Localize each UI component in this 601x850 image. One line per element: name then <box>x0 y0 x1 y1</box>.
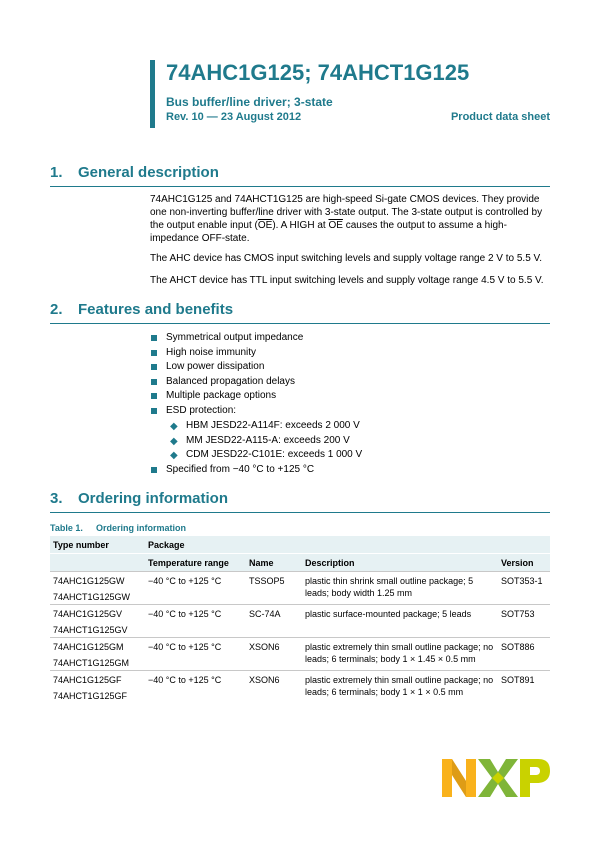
table-number: Table 1. <box>50 523 83 533</box>
section-title: General description <box>78 164 219 181</box>
list-item-text: Specified from −40 °C to +125 °C <box>166 464 315 475</box>
version-cell: SOT353-1 <box>498 572 550 589</box>
list-item <box>150 346 303 361</box>
type-number-cell: 74AHCT1G125GV <box>53 625 128 635</box>
list-item <box>150 331 303 346</box>
table-row <box>50 572 550 589</box>
square-bullet-icon <box>151 467 157 473</box>
package-name-cell: SC-74A <box>246 605 302 622</box>
features-list-tail <box>150 463 314 478</box>
square-bullet-icon <box>151 335 157 341</box>
temperature-cell: −40 °C to +125 °C <box>145 671 246 688</box>
general-description-paragraph-1 <box>150 193 555 245</box>
column-header-name: Name <box>246 554 302 572</box>
table-row <box>50 671 550 688</box>
table-row <box>50 638 550 655</box>
document-title: 74AHC1G125; 74AHCT1G125 <box>166 60 470 85</box>
text-run: ). A HIGH at <box>272 220 329 231</box>
oe-signal: $\overline{OE}$ <box>328 220 343 231</box>
section-title: Ordering information <box>78 490 228 507</box>
list-item-text: CDM JESD22-C101E: exceeds 1 000 V <box>186 449 363 461</box>
list-item <box>150 448 362 463</box>
section-heading-features <box>50 301 550 324</box>
section-heading-general <box>50 164 550 187</box>
square-bullet-icon <box>151 379 157 385</box>
list-item <box>150 463 314 478</box>
square-bullet-icon <box>151 408 157 414</box>
column-header-blank <box>50 554 145 572</box>
table-caption <box>50 523 186 533</box>
document-subtitle: Bus buffer/line driver; 3-state <box>166 95 333 109</box>
type-number-cell: 74AHCT1G125GF <box>53 691 128 701</box>
square-bullet-icon <box>151 350 157 356</box>
description-cell: plastic extremely thin small outline package; no leads; 6 terminals; body 1 × 1.45 × 0.5 mm <box>302 638 498 671</box>
type-number-cell: 74AHCT1G125GM <box>53 658 130 668</box>
section-number: 3. <box>50 490 63 507</box>
description-cell: plastic surface-mounted package; 5 leads <box>302 605 498 638</box>
text-run: causes the output to assume a high-impedance OFF-state. <box>150 220 507 244</box>
temperature-cell: −40 °C to +125 °C <box>145 638 246 655</box>
general-description-paragraph-2: The AHC device has CMOS input switching levels and supply voltage range 2 V to 5.5 V. <box>150 253 543 264</box>
table-title: Ordering information <box>96 523 186 533</box>
version-cell: SOT753 <box>498 605 550 622</box>
column-header-description: Description <box>302 554 498 572</box>
header-accent-bar <box>150 60 155 128</box>
type-number-cell: 74AHC1G125GF <box>50 671 145 688</box>
list-item <box>150 375 303 390</box>
column-header-temperature: Temperature range <box>145 554 246 572</box>
list-item-text: MM JESD22-A115-A: exceeds 200 V <box>186 434 350 446</box>
nxp-logo-icon <box>440 755 552 799</box>
version-cell: SOT886 <box>498 638 550 655</box>
list-item-text: Multiple package options <box>166 390 277 402</box>
version-cell: SOT891 <box>498 671 550 688</box>
table-header-row <box>50 536 550 554</box>
list-item <box>150 389 303 404</box>
list-item-text: Symmetrical output impedance <box>166 332 304 343</box>
document-type: Product data sheet <box>450 111 550 123</box>
column-header-version: Version <box>498 554 550 572</box>
package-name-cell: TSSOP5 <box>246 572 302 589</box>
package-name-cell: XSON6 <box>246 671 302 688</box>
diamond-bullet-icon: ◆ <box>170 450 178 462</box>
revision-date: Rev. 10 — 23 August 2012 <box>166 111 302 123</box>
temperature-cell: −40 °C to +125 °C <box>145 572 246 589</box>
description-cell: plastic extremely thin small outline package; no leads; 6 terminals; body 1 × 1 × 0.5 mm <box>302 671 498 704</box>
section-title: Features and benefits <box>78 301 234 318</box>
list-item-text: ESD protection: <box>166 404 237 416</box>
list-item <box>150 360 303 375</box>
section-number: 2. <box>50 301 63 318</box>
list-item-text: Low power dissipation <box>166 361 265 373</box>
description-cell: plastic thin shrink small outline package; 5 leads; body width 1.25 mm <box>302 572 498 605</box>
esd-sublist <box>150 419 362 463</box>
square-bullet-icon <box>151 393 157 399</box>
column-header-package: Package <box>145 536 550 554</box>
list-item <box>150 419 362 434</box>
diamond-bullet-icon: ◆ <box>170 421 178 432</box>
table-subheader-row <box>50 554 550 572</box>
table-row <box>50 605 550 622</box>
list-item-text: HBM JESD22-A114F: exceeds 2 000 V <box>186 420 360 431</box>
type-number-cell: 74AHCT1G125GW <box>53 592 131 602</box>
section-heading-ordering <box>50 490 550 513</box>
column-header-type-number: Type number <box>50 536 145 554</box>
type-number-cell: 74AHC1G125GV <box>50 605 145 622</box>
type-number-cell: 74AHC1G125GM <box>50 638 145 655</box>
ordering-table <box>50 536 550 703</box>
list-item <box>150 404 303 419</box>
list-item-text: Balanced propagation delays <box>166 375 295 387</box>
text-run: 74AHC1G125 and 74AHCT1G125 are high-speed Si-gate CMOS devices. They provide one non-inverting buffer/line driver with 3-state output. The 3-state output is controlled by the output enable input ( <box>150 194 543 231</box>
package-name-cell: XSON6 <box>246 638 302 655</box>
oe-signal: $\overline{OE}$ <box>257 220 273 231</box>
temperature-cell: −40 °C to +125 °C <box>145 605 246 622</box>
features-list <box>150 331 303 419</box>
general-description-paragraph-3: The AHCT device has TTL input switching levels and supply voltage range 4.5 V to 5.5 V. <box>150 275 544 286</box>
diamond-bullet-icon: ◆ <box>170 435 178 447</box>
type-number-cell: 74AHC1G125GW <box>50 572 145 589</box>
list-item-text: High noise immunity <box>166 346 257 358</box>
square-bullet-icon <box>151 364 157 370</box>
list-item <box>150 434 362 449</box>
section-number: 1. <box>50 164 63 181</box>
